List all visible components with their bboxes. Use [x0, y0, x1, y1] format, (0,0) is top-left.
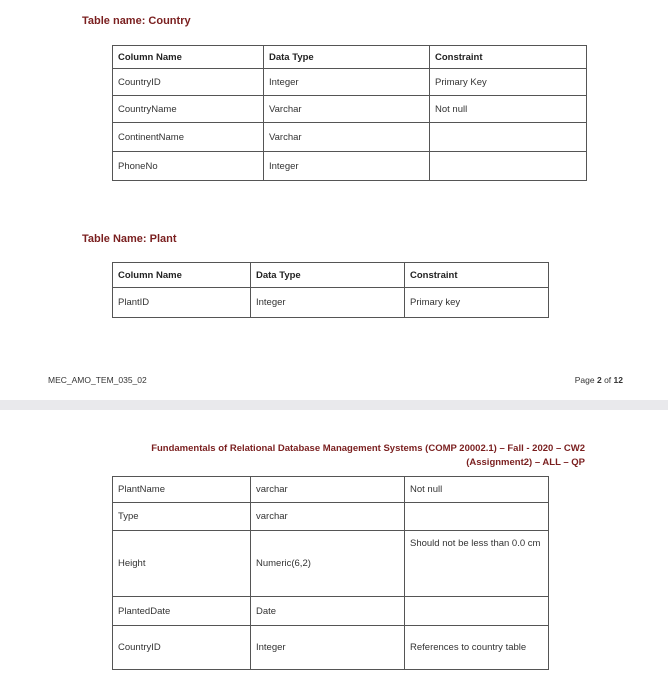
table-cell: Date — [251, 597, 405, 626]
table-cell — [405, 597, 549, 626]
table-cell: Integer — [251, 288, 405, 318]
table-row — [113, 477, 549, 503]
table-cell: Height — [113, 531, 251, 597]
table-cell: varchar — [251, 477, 405, 503]
page-label: Page — [574, 375, 597, 385]
table-cell: CountryName — [113, 96, 264, 123]
table-row — [113, 531, 549, 597]
table-cell — [430, 152, 587, 181]
header-cell: Constraint — [405, 263, 549, 288]
table-cell: Numeric(6,2) — [251, 531, 405, 597]
table-cell — [405, 503, 549, 531]
table-header-row — [113, 46, 587, 69]
table-cell: Not null — [405, 477, 549, 503]
table-cell: Primary Key — [430, 69, 587, 96]
header-cell: Constraint — [430, 46, 587, 69]
course-header — [110, 442, 585, 470]
table-header-row — [113, 263, 549, 288]
table-row — [113, 123, 587, 152]
table-cell: References to country table — [405, 626, 549, 670]
table-cell: ContinentName — [113, 123, 264, 152]
plant-table-continued — [112, 476, 549, 670]
table-cell: PlantID — [113, 288, 251, 318]
total-pages: 12 — [613, 375, 623, 385]
table-row — [113, 626, 549, 670]
table-cell: Type — [113, 503, 251, 531]
page-number — [575, 375, 623, 385]
table-cell: Should not be less than 0.0 cm — [405, 531, 549, 597]
table-row — [113, 96, 587, 123]
table-row — [113, 69, 587, 96]
table-row — [113, 288, 549, 318]
table-cell: Integer — [251, 626, 405, 670]
table-cell: Varchar — [264, 123, 430, 152]
header-cell: Column Name — [113, 263, 251, 288]
table-cell: Not null — [430, 96, 587, 123]
country-table-title: Table name: Country — [82, 15, 191, 27]
course-header-line-1: Fundamentals of Relational Database Management Systems (COMP 20002.1) – Fall - 2020 – CW2 — [151, 443, 585, 454]
course-header-line-2: (Assignment2) – ALL – QP — [466, 457, 585, 468]
table-cell: PlantName — [113, 477, 251, 503]
header-cell: Data Type — [264, 46, 430, 69]
page-of-label: of — [601, 375, 614, 385]
table-cell: CountryID — [113, 626, 251, 670]
table-row — [113, 503, 549, 531]
country-table — [112, 45, 587, 181]
table-cell: Integer — [264, 152, 430, 181]
table-row — [113, 152, 587, 181]
table-cell: Integer — [264, 69, 430, 96]
table-cell — [430, 123, 587, 152]
table-cell: PlantedDate — [113, 597, 251, 626]
table-cell: Varchar — [264, 96, 430, 123]
current-page: 2 — [596, 375, 602, 385]
table-cell: CountryID — [113, 69, 264, 96]
table-cell: PhoneNo — [113, 152, 264, 181]
plant-table — [112, 262, 549, 318]
header-cell: Column Name — [113, 46, 264, 69]
plant-table-title: Table Name: Plant — [82, 233, 177, 245]
document-code: MEC_AMO_TEM_035_02 — [48, 375, 147, 385]
table-row — [113, 597, 549, 626]
table-cell: Primary key — [405, 288, 549, 318]
header-cell: Data Type — [251, 263, 405, 288]
table-cell: varchar — [251, 503, 405, 531]
